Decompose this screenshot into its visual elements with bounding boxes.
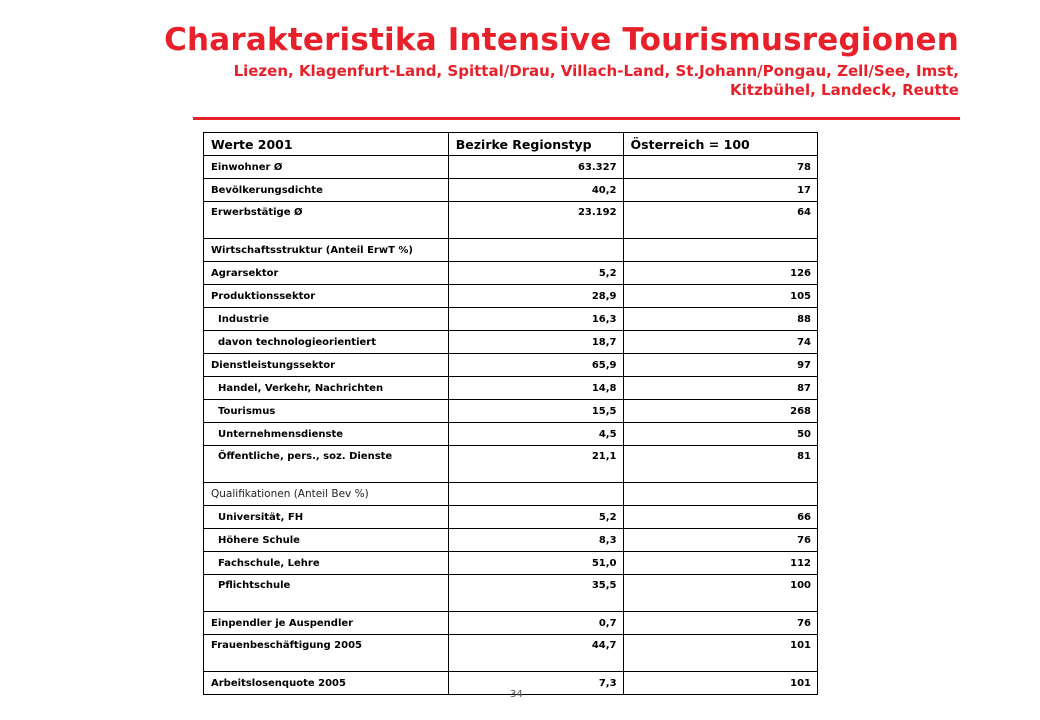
row-value: 5,2 [448, 262, 623, 285]
row-label: Bevölkerungsdichte [204, 179, 449, 202]
row-value: 8,3 [448, 529, 623, 552]
table-row [204, 612, 818, 635]
row-value: 35,5 [448, 575, 623, 612]
row-value: 4,5 [448, 423, 623, 446]
row-index: 66 [623, 506, 817, 529]
row-index: 100 [623, 575, 817, 612]
table-body [204, 156, 818, 695]
row-value: 65,9 [448, 354, 623, 377]
table-row [204, 446, 818, 483]
row-value: 7,3 [448, 672, 623, 695]
table-row [204, 202, 818, 239]
row-label: Fachschule, Lehre [204, 552, 449, 575]
table-row [204, 575, 818, 612]
table-row [204, 308, 818, 331]
row-index: 81 [623, 446, 817, 483]
row-value: 63.327 [448, 156, 623, 179]
row-label: davon technologieorientiert [204, 331, 449, 354]
row-value: 40,2 [448, 179, 623, 202]
row-label: Erwerbstätige Ø [204, 202, 449, 239]
row-index: 17 [623, 179, 817, 202]
row-label: Arbeitslosenquote 2005 [204, 672, 449, 695]
row-label: Einpendler je Auspendler [204, 612, 449, 635]
row-index: 268 [623, 400, 817, 423]
row-value: 16,3 [448, 308, 623, 331]
table-row [204, 156, 818, 179]
row-label: Industrie [204, 308, 449, 331]
row-label: Agrarsektor [204, 262, 449, 285]
page-title: Charakteristika Intensive Tourismusregionen [164, 22, 959, 58]
row-label: Unternehmensdienste [204, 423, 449, 446]
row-index [623, 239, 817, 262]
row-value: 15,5 [448, 400, 623, 423]
row-label: Pflichtschule [204, 575, 449, 612]
row-label: Handel, Verkehr, Nachrichten [204, 377, 449, 400]
row-value: 5,2 [448, 506, 623, 529]
row-label: Frauenbeschäftigung 2005 [204, 635, 449, 672]
table-row [204, 552, 818, 575]
row-value: 51,0 [448, 552, 623, 575]
row-index: 76 [623, 529, 817, 552]
table-row [204, 635, 818, 672]
row-value [448, 239, 623, 262]
table-row [204, 331, 818, 354]
row-index [623, 483, 817, 506]
row-label: Wirtschaftsstruktur (Anteil ErwT %) [204, 239, 449, 262]
row-index: 105 [623, 285, 817, 308]
row-value: 18,7 [448, 331, 623, 354]
column-header-bezirke: Bezirke Regionstyp [448, 133, 623, 156]
row-value: 21,1 [448, 446, 623, 483]
row-label: Qualifikationen (Anteil Bev %) [204, 483, 449, 506]
column-header-oesterreich: Österreich = 100 [623, 133, 817, 156]
row-label: Produktionssektor [204, 285, 449, 308]
table-row [204, 483, 818, 506]
row-label: Öffentliche, pers., soz. Dienste [204, 446, 449, 483]
column-header-werte: Werte 2001 [204, 133, 449, 156]
table-row [204, 239, 818, 262]
page-number: 34 [510, 689, 523, 700]
row-index: 50 [623, 423, 817, 446]
table-row [204, 179, 818, 202]
row-index: 76 [623, 612, 817, 635]
row-label: Dienstleistungssektor [204, 354, 449, 377]
table-row [204, 377, 818, 400]
page-subtitle: Liezen, Klagenfurt-Land, Spittal/Drau, Villach-Land, St.Johann/Pongau, Zell/See, Imst, Kitzbühel, Landeck, Reutte [233, 62, 959, 99]
table-row [204, 423, 818, 446]
row-label: Universität, FH [204, 506, 449, 529]
table-row [204, 285, 818, 308]
row-index: 88 [623, 308, 817, 331]
row-value: 23.192 [448, 202, 623, 239]
row-label: Höhere Schule [204, 529, 449, 552]
row-label: Tourismus [204, 400, 449, 423]
row-label: Einwohner Ø [204, 156, 449, 179]
statistics-table [203, 132, 818, 695]
row-index: 74 [623, 331, 817, 354]
table-row [204, 400, 818, 423]
table-row [204, 354, 818, 377]
row-index: 78 [623, 156, 817, 179]
row-value: 44,7 [448, 635, 623, 672]
row-index: 101 [623, 635, 817, 672]
row-value: 28,9 [448, 285, 623, 308]
row-index: 64 [623, 202, 817, 239]
row-index: 87 [623, 377, 817, 400]
row-index: 97 [623, 354, 817, 377]
row-value: 0,7 [448, 612, 623, 635]
row-index: 126 [623, 262, 817, 285]
row-value: 14,8 [448, 377, 623, 400]
title-divider [193, 117, 960, 120]
table-row [204, 529, 818, 552]
table-header-row [204, 133, 818, 156]
row-index: 101 [623, 672, 817, 695]
table-row [204, 506, 818, 529]
row-index: 112 [623, 552, 817, 575]
table-row [204, 262, 818, 285]
row-value [448, 483, 623, 506]
